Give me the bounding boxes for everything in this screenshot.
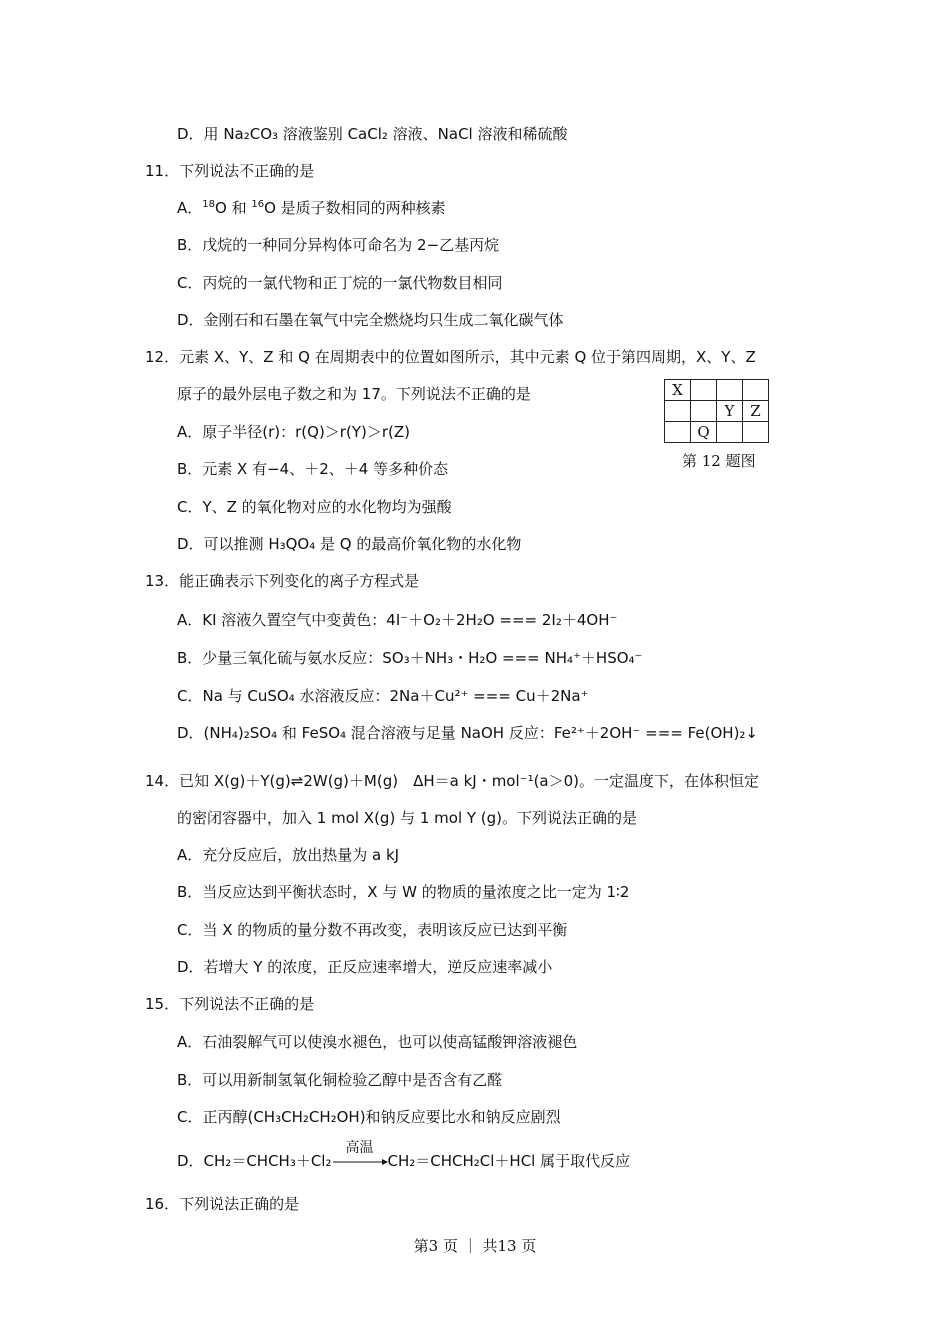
q11-option-a (177, 198, 446, 218)
cell-empty (717, 422, 743, 443)
reaction-condition: 高温 (345, 1139, 374, 1156)
q11-option-a-prefix: A． (177, 199, 203, 217)
q14-option-c: C．当 X 的物质的量分数不再改变，表明该反应已达到平衡 (177, 921, 568, 939)
cell-empty (665, 422, 691, 443)
q14-option-d: D．若增大 Y 的浓度，正反应速率增大，逆反应速率减小 (177, 958, 553, 976)
cell-empty (743, 380, 769, 401)
cell-y: Y (717, 401, 743, 422)
q11-option-c: C．丙烷的一氯代物和正丁烷的一氯代物数目相同 (177, 274, 503, 292)
q14-stem-line1: 14．已知 X(g)＋Y(g)⇌2W(g)＋M(g) ΔH＝a kJ・mol⁻¹(a＞0)。一定温度下，在体积恒定 (145, 772, 760, 790)
q11-option-d: D．金刚石和石墨在氧气中完全燃烧均只生成二氧化碳气体 (177, 311, 564, 329)
cell-empty (743, 422, 769, 443)
cell-z: Z (743, 401, 769, 422)
cell-empty (691, 380, 717, 401)
figure-caption: 第 12 题图 (682, 452, 756, 470)
q15-option-d-right: CH₂＝CHCH₂Cl＋HCl 属于取代反应 (387, 1152, 631, 1170)
q15-option-a: A．石油裂解气可以使溴水褪色，也可以使高锰酸钾溶液褪色 (177, 1033, 578, 1051)
cell-x: X (665, 380, 691, 401)
q11-option-a-post: O 是质子数相同的两种核素 (264, 199, 446, 217)
isotope-16: 16 (251, 199, 265, 210)
q15-option-b: B．可以用新制氢氧化铜检验乙醇中是否含有乙醛 (177, 1071, 503, 1089)
isotope-18: 18 (202, 199, 215, 210)
q12-stem-line2: 原子的最外层电子数之和为 17。下列说法不正确的是 (177, 385, 531, 403)
cell-empty (717, 380, 743, 401)
q12-option-b: B．元素 X 有−4、＋2、＋4 等多种价态 (177, 460, 449, 478)
q10-option-d: D．用 Na₂CO₃ 溶液鉴别 CaCl₂ 溶液、NaCl 溶液和稀硫酸 (177, 125, 568, 143)
q13-stem: 13．能正确表示下列变化的离子方程式是 (145, 572, 420, 590)
q13-option-b: B．少量三氧化硫与氨水反应：SO₃＋NH₃・H₂O === NH₄⁺＋HSO₄⁻ (177, 649, 643, 667)
q16-stem: 16．下列说法正确的是 (145, 1195, 300, 1213)
q14-stem-line2: 的密闭容器中，加入 1 mol X(g) 与 1 mol Y (g)。下列说法正确的是 (177, 809, 638, 827)
q12-option-a: A．原子半径(r)：r(Q)＞r(Y)＞r(Z) (177, 423, 410, 441)
q11-stem: 11．下列说法不正确的是 (145, 162, 315, 180)
q13-option-c: C．Na 与 CuSO₄ 水溶液反应：2Na＋Cu²⁺ === Cu＋2Na⁺ (177, 687, 589, 705)
q12-option-d: D．可以推测 H₃QO₄ 是 Q 的最高价氧化物的水化物 (177, 535, 522, 553)
q15-option-d (177, 1139, 631, 1172)
q14-option-b: B．当反应达到平衡状态时，X 与 W 的物质的量浓度之比一定为 1∶2 (177, 883, 630, 901)
q15-option-c: C．正丙醇(CH₃CH₂CH₂OH)和钠反应要比水和钠反应剧烈 (177, 1108, 561, 1126)
q13-option-d: D．(NH₄)₂SO₄ 和 FeSO₄ 混合溶液与足量 NaOH 反应：Fe²⁺＋2OH⁻ === Fe(OH)₂↓ (177, 724, 759, 742)
q15-option-d-left: D．CH₂＝CHCH₃＋Cl₂ (177, 1152, 332, 1170)
q12-stem-line1: 12．元素 X、Y、Z 和 Q 在周期表中的位置如图所示，其中元素 Q 位于第四周期，X、Y、Z (145, 348, 756, 366)
cell-empty (691, 401, 717, 422)
q11-option-b: B．戊烷的一种同分异构体可命名为 2−乙基丙烷 (177, 236, 500, 254)
q13-option-a: A．KI 溶液久置空气中变黄色：4I⁻＋O₂＋2H₂O === 2I₂＋4OH⁻ (177, 611, 618, 629)
q15-stem: 15．下列说法不正确的是 (145, 995, 315, 1013)
q14-option-a: A．充分反应后，放出热量为 a kJ (177, 846, 400, 864)
periodic-table-figure (664, 379, 769, 443)
cell-q: Q (691, 422, 717, 443)
arrow-right-icon (332, 1158, 388, 1166)
q12-option-c: C．Y、Z 的氧化物对应的水化物均为强酸 (177, 498, 452, 516)
page-footer: 第3 页 ｜ 共13 页 (413, 1237, 537, 1255)
q11-option-a-mid: O 和 (215, 199, 252, 217)
reaction-arrow (332, 1139, 388, 1172)
cell-empty (665, 401, 691, 422)
